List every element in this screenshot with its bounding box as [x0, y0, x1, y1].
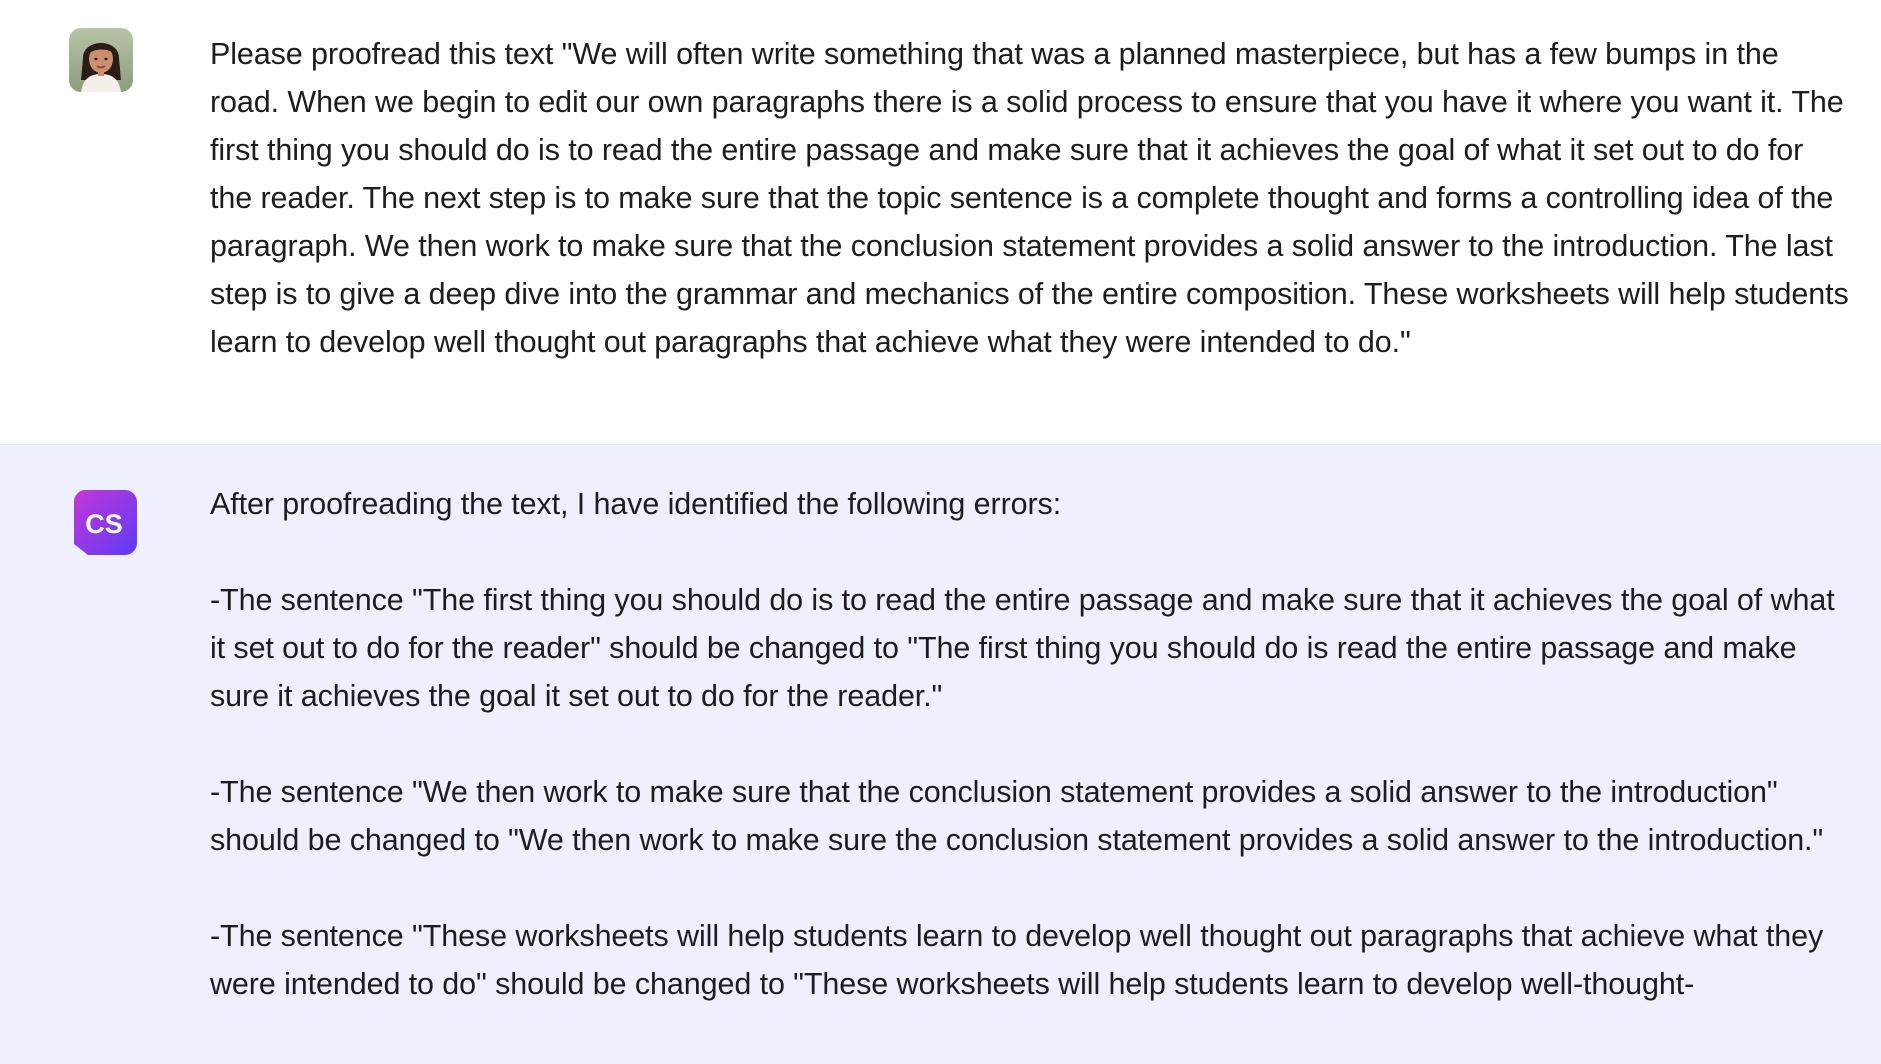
assistant-paragraph-intro: After proofreading the text, I have identified the following errors: — [210, 487, 1062, 521]
user-message — [0, 0, 1881, 445]
assistant-message — [0, 445, 1881, 1064]
assistant-paragraph-correction-1: -The sentence "The first thing you should do is to read the entire passage and make sure that it achieves the goal of what it set out to do for the reader" should be changed to "The first thing you should do is read the entire passage and make sure it achieves the goal it set out to do for the reader." — [210, 583, 1835, 713]
user-message-text — [210, 30, 1850, 414]
assistant-logo-label: CS — [85, 509, 123, 539]
user-avatar — [69, 28, 133, 92]
assistant-paragraph-correction-2: -The sentence "We then work to make sure that the conclusion statement provides a solid answer to the introduction" should be changed to "We then work to make sure the conclusion statement provides a solid answer to the introduction." — [210, 775, 1824, 857]
assistant-paragraph-correction-3: -The sentence "These worksheets will help students learn to develop well thought out paragraphs that achieve what they were intended to do" should be changed to "These worksheets will help students learn to develop well-thought- — [210, 919, 1824, 1001]
user-prompt-paragraph: Please proofread this text "We will often write something that was a planned masterpiece, but has a few bumps in the road. When we begin to edit our own paragraphs there is a solid process to ensure that you have it where you want it. The first thing you should do is to read the entire passage and make sure that it achieves the goal of what it set out to do for the reader. The next step is to make sure that the topic sentence is a complete thought and forms a controlling idea of the paragraph. We then work to make sure that the conclusion statement provides a solid answer to the introduction. The last step is to give a deep dive into the grammar and mechanics of the entire composition. These worksheets will help students learn to develop well thought out paragraphs that achieve what they were intended to do." — [210, 37, 1849, 359]
assistant-logo-icon — [70, 488, 139, 557]
assistant-message-text — [210, 480, 1850, 1056]
